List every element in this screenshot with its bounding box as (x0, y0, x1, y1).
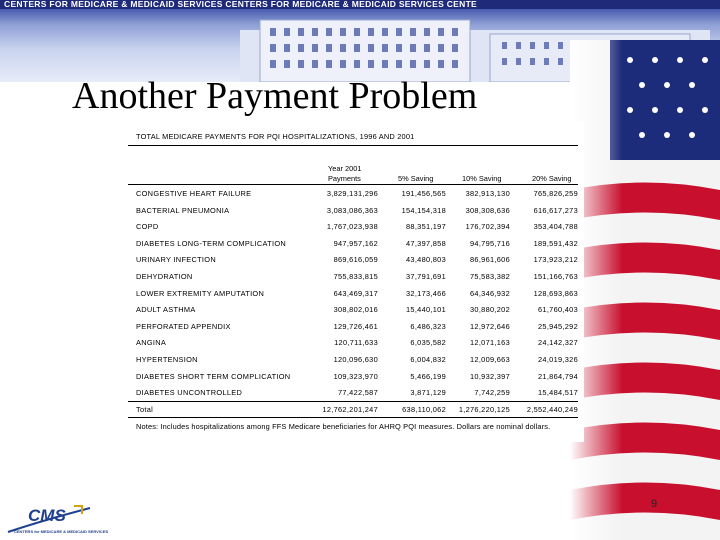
row-saving-20: 151,166,763 (533, 272, 578, 281)
table-row (136, 255, 576, 267)
row-saving-20: 24,142,327 (538, 338, 578, 348)
row-payments: 308,802,016 (333, 305, 378, 315)
row-saving-20: 21,864,794 (538, 371, 578, 381)
row-saving-5: 37,791,691 (406, 272, 446, 281)
row-payments: 643,469,317 (333, 288, 378, 298)
row-saving-10: 86,961,606 (470, 255, 510, 265)
total-label: Total (136, 405, 154, 414)
row-label: LOWER EXTREMITY AMPUTATION (136, 288, 265, 298)
cms-logo (4, 502, 109, 540)
row-saving-10: 7,742,259 (474, 388, 510, 398)
row-payments: 120,711,633 (334, 338, 378, 348)
row-label: ANGINA (136, 338, 167, 348)
page-number: 9 (651, 498, 658, 510)
row-saving-10: 308,308,636 (465, 205, 510, 215)
row-saving-5: 6,486,323 (410, 321, 446, 331)
row-label: HYPERTENSION (136, 355, 198, 364)
table-notes: Notes: Includes hospitalizations among FFS Medicare beneficiaries for AHRQ PQI measures. Dollars are nominal dollars. (136, 422, 551, 431)
row-payments: 947,957,162 (333, 238, 378, 248)
row-saving-20: 173,923,212 (533, 255, 578, 265)
table-header-rule (128, 184, 578, 185)
table-total-row (136, 405, 576, 417)
row-saving-5: 154,154,318 (401, 205, 446, 215)
american-flag-decoration (570, 40, 720, 540)
row-label: ADULT ASTHMA (136, 305, 196, 315)
row-saving-10: 12,009,663 (470, 355, 510, 364)
row-payments: 3,083,086,363 (326, 205, 378, 215)
table-row (136, 206, 576, 218)
row-payments: 120,096,630 (333, 355, 378, 364)
row-label: CONGESTIVE HEART FAILURE (136, 189, 252, 198)
total-saving-5: 638,110,062 (402, 405, 446, 414)
table-row (136, 272, 576, 284)
table-row (136, 322, 576, 334)
row-label: PERFORATED APPENDIX (136, 321, 231, 331)
table-row (136, 338, 576, 350)
row-saving-5: 3,871,129 (410, 388, 446, 398)
table-row (136, 239, 576, 251)
table-row (136, 305, 576, 317)
banner-ticker-text: CENTERS FOR MEDICARE & MEDICAID SERVICES CENTERS FOR MEDICARE & MEDICAID SERVICES CENTE (4, 0, 478, 9)
table-total-rule (128, 401, 578, 402)
row-label: BACTERIAL PNEUMONIA (136, 205, 230, 215)
row-saving-10: 94,795,716 (470, 238, 510, 248)
row-label: DIABETES LONG-TERM COMPLICATION (136, 238, 287, 248)
header-payments-line1: Year 2001 (328, 164, 362, 173)
row-saving-20: 616,617,273 (533, 205, 578, 215)
row-saving-10: 10,932,397 (470, 371, 510, 381)
table-title: TOTAL MEDICARE PAYMENTS FOR PQI HOSPITALIZATIONS, 1996 AND 2001 (136, 132, 415, 141)
row-saving-5: 5,466,199 (410, 371, 446, 381)
row-label: DIABETES UNCONTROLLED (136, 388, 243, 398)
row-payments: 109,323,970 (333, 371, 378, 381)
row-label: DIABETES SHORT TERM COMPLICATION (136, 371, 291, 381)
row-saving-20: 765,826,259 (533, 189, 578, 198)
total-saving-20: 2,552,440,249 (526, 405, 578, 414)
row-saving-10: 12,972,646 (470, 321, 510, 331)
row-saving-20: 353,404,788 (533, 222, 578, 232)
row-saving-20: 25,945,292 (538, 321, 578, 331)
row-saving-10: 382,913,130 (465, 189, 510, 198)
row-saving-20: 128,693,863 (533, 288, 578, 298)
logo-wordmark: CMS (28, 506, 66, 525)
row-saving-10: 12,071,163 (470, 338, 510, 348)
row-saving-5: 191,456,565 (401, 189, 446, 198)
row-saving-5: 32,173,466 (406, 288, 446, 298)
row-saving-5: 15,440,101 (406, 305, 446, 315)
table-row (136, 222, 576, 234)
banner-ticker (0, 0, 720, 9)
row-payments: 1,767,023,938 (326, 222, 378, 232)
row-payments: 3,829,131,296 (326, 189, 378, 198)
row-saving-20: 61,760,403 (538, 305, 578, 315)
header-saving-20: 20% Saving (532, 174, 572, 183)
row-saving-5: 6,035,582 (410, 338, 446, 348)
row-saving-20: 189,591,432 (533, 238, 578, 248)
table-row (136, 289, 576, 301)
total-payments: 12,762,201,247 (322, 405, 378, 414)
row-label: COPD (136, 222, 159, 232)
row-saving-5: 6,004,832 (410, 355, 446, 364)
header-saving-5: 5% Saving (398, 174, 434, 183)
table-row (136, 189, 576, 201)
row-saving-20: 24,019,326 (538, 355, 578, 364)
row-label: URINARY INFECTION (136, 255, 216, 265)
row-saving-10: 176,702,394 (465, 222, 510, 232)
row-saving-10: 30,880,202 (470, 305, 510, 315)
header-saving-10: 10% Saving (462, 174, 502, 183)
row-saving-5: 88,351,197 (406, 222, 446, 232)
row-saving-10: 64,346,932 (470, 288, 510, 298)
header-payments-line2: Payments (328, 174, 361, 183)
table-bottom-rule (128, 417, 578, 418)
row-saving-10: 75,583,382 (470, 272, 510, 281)
row-saving-20: 15,484,517 (538, 388, 578, 398)
row-payments: 755,833,815 (333, 272, 378, 281)
slide-title: Another Payment Problem (72, 75, 478, 117)
row-payments: 869,616,059 (333, 255, 378, 265)
row-payments: 77,422,587 (338, 388, 378, 398)
row-label: DEHYDRATION (136, 272, 193, 281)
table-top-rule (128, 145, 578, 146)
total-saving-10: 1,276,220,125 (458, 405, 510, 414)
table-row (136, 355, 576, 367)
row-saving-5: 43,480,803 (406, 255, 446, 265)
table-row (136, 388, 576, 400)
row-payments: 129,726,461 (333, 321, 378, 331)
logo-subtitle: CENTERS for MEDICARE & MEDICAID SERVICES (14, 529, 109, 534)
row-saving-5: 47,397,858 (406, 238, 446, 248)
table-row (136, 372, 576, 384)
